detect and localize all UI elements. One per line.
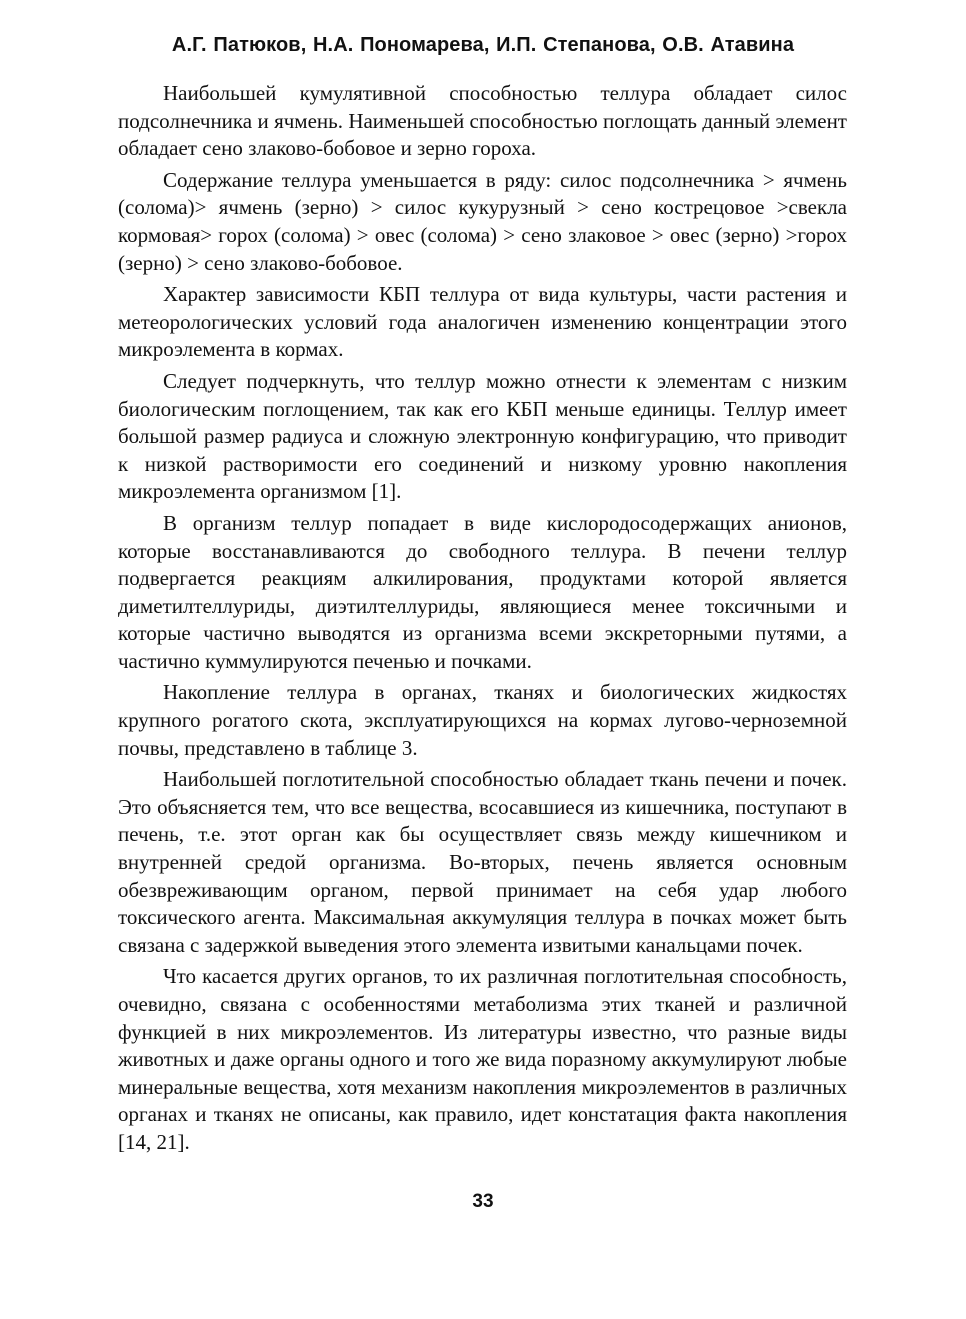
paragraph: Наибольшей кумулятивной способностью теллура обладает силос подсолнечника и ячмень. Наименьшей способностью поглощать данный элемент обладает сено злаково-бобовое и зерно гороха. <box>118 81 847 161</box>
paragraph: В организм теллур попадает в виде кислородосодержащих анионов, которые восстанавливаются до свободного теллура. В печени теллур подвергается реакциям алкилирования, продуктами которой является диметилтеллуриды, диэтилтеллуриды, являющиеся менее токсичными и которые частично выводятся из организма всеми экскреторными путями, а частично куммулируются печенью и почками. <box>118 510 847 673</box>
paragraph: Накопление теллура в органах, тканях и биологических жидкостях крупного рогатого скота, эксплуатирующихся на кормах лугово-черноземной почвы, представлено в таблице 3. <box>118 680 847 760</box>
paragraph: Наибольшей поглотительной способностью обладает ткань печени и почек. Это объясняется тем, что все вещества, всосавшиеся из кишечника, поступают в печень, т.е. этот орган как бы осуществляет связь между кишечником и внутренней средой организма. Во-вторых, печень является основным обезвреживающим органом, первой принимает на себя удар любого токсического агента. Максимальная аккумуляция теллура в почках может быть связана с задержкой выведения этого элемента извитыми канальцами почек. <box>118 767 847 957</box>
paragraph: Что касается других органов, то их различная поглотительная способность, очевидно, связана с особенностями метаболизма этих тканей и различной функцией в них микроэлементов. Из литературы известно, что разные виды животных и даже органы одного и того же вида поразному аккумулируют любые минеральные вещества, хотя механизм накопления микроэлементов в различных органах и тканях не описаны, как правило, идет констатация факта накопления [14, 21]. <box>118 964 847 1154</box>
running-header-authors: А.Г. Патюков, Н.А. Пономарева, И.П. Степанова, О.В. Атавина <box>171 34 795 56</box>
body-text <box>118 80 847 1157</box>
paragraph: Следует подчеркнуть, что теллур можно отнести к элементам с низким биологическим поглощением, так как его КБП меньше единицы. Теллур имеет большой размер радиуса и сложную электронную конфигурацию, что приводит к низкой растворимости его соединений и низкому уровню накопления микроэлемента организмом [1]. <box>118 368 847 504</box>
paragraph: Характер зависимости КБП теллура от вида культуры, части растения и метеорологических условий года аналогичен изменению концентрации этого микроэлемента в кормах. <box>118 282 847 362</box>
paragraph: Содержание теллура уменьшается в ряду: силос подсолнечника > ячмень (солома)> ячмень (зерно) > силос кукурузный > сено кострецовое >свекла кормовая> горох (солома) > овес (солома) > сено злаковое > овес (зерно) >горох (зерно) > сено злаково-бобовое. <box>118 167 847 275</box>
page-number: 33 <box>472 1191 494 1212</box>
